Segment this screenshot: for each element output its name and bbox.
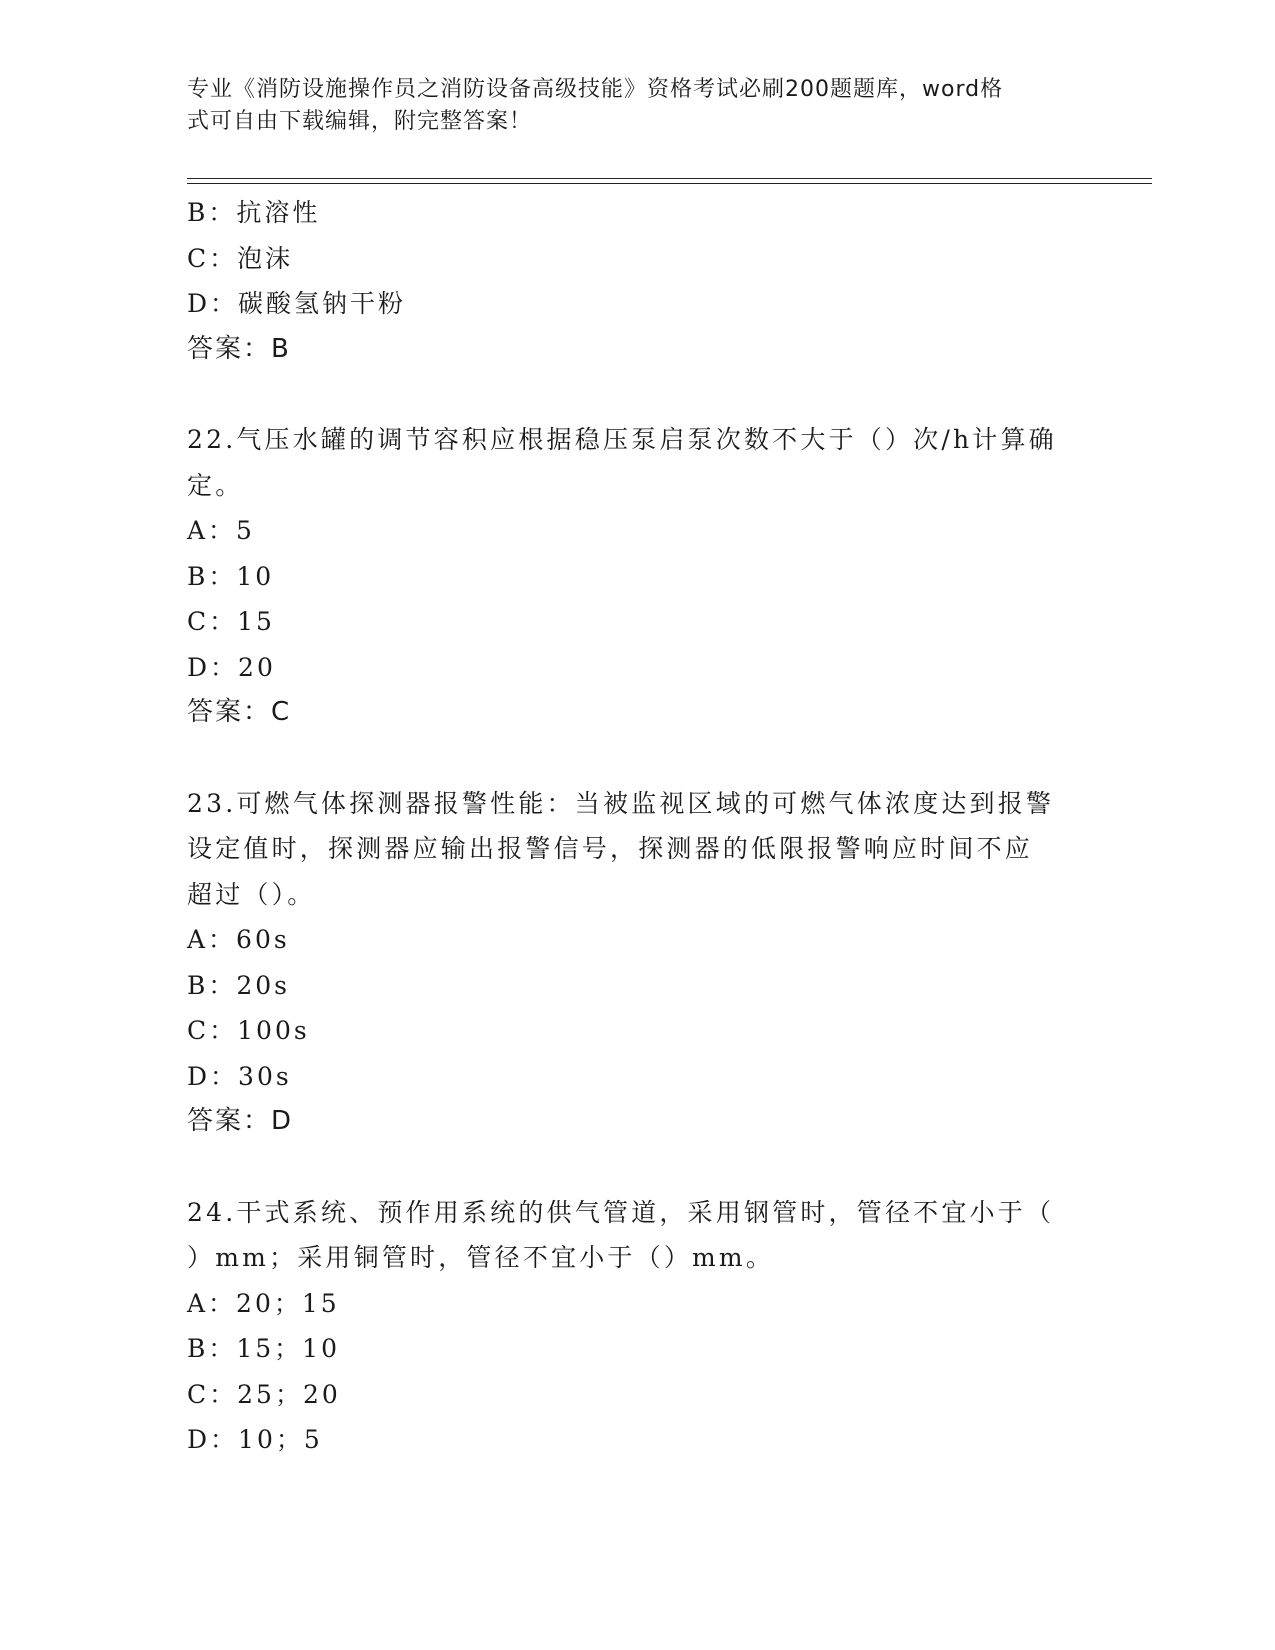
header-line-2: 式可自由下载编辑，附完整答案！ xyxy=(187,109,533,134)
question-text-line: 23.可燃气体探测器报警性能：当被监视区域的可燃气体浓度达到报警 xyxy=(187,788,1055,818)
option-b: B：抗溶性 xyxy=(187,198,321,227)
spacer xyxy=(187,372,1087,417)
spacer xyxy=(187,1145,1087,1190)
question-text-line: 定。 xyxy=(187,470,244,500)
question-text-line: 22.气压水罐的调节容积应根据稳压泵启泵次数不大于（）次/h计算确 xyxy=(187,425,1057,454)
question-21-continued xyxy=(187,190,1087,372)
question-23 xyxy=(187,781,1087,1145)
answer: 答案：D xyxy=(187,1106,294,1136)
option-a: A：60s xyxy=(187,925,290,954)
question-text-line: 设定值时，探测器应输出报警信号，探测器的低限报警响应时间不应 xyxy=(187,834,1034,863)
question-list xyxy=(187,190,1087,1463)
answer: 答案：C xyxy=(187,697,292,727)
question-22 xyxy=(187,417,1087,736)
question-24 xyxy=(187,1190,1087,1463)
spacer xyxy=(187,736,1087,781)
option-c: C：15 xyxy=(187,607,275,636)
header-divider-bottom xyxy=(187,183,1152,184)
question-text-line: 超过（）。 xyxy=(187,879,316,909)
option-d: D：10；5 xyxy=(187,1425,323,1454)
option-a: A：5 xyxy=(187,516,255,545)
option-b: B：10 xyxy=(187,561,275,591)
option-d: D：20 xyxy=(187,652,276,682)
header-divider-top xyxy=(187,178,1152,179)
option-c: C：泡沫 xyxy=(187,243,294,273)
question-text-line: ）mm；采用铜管时，管径不宜小于（）mm。 xyxy=(187,1243,775,1272)
option-d: D：碳酸氢钠干粉 xyxy=(187,289,407,318)
option-c: C：25；20 xyxy=(187,1379,341,1409)
option-b: B：20s xyxy=(187,970,291,1000)
option-b: B：15；10 xyxy=(187,1334,340,1363)
header-line-1: 专业《消防设施操作员之消防设备高级技能》资格考试必刷200题题库，word格 xyxy=(187,77,1004,102)
option-d: D：30s xyxy=(187,1061,292,1091)
answer: 答案：B xyxy=(187,333,291,364)
question-text-line: 24.干式系统、预作用系统的供气管道，采用钢管时，管径不宜小于（ xyxy=(187,1197,1055,1227)
document-header xyxy=(187,74,1067,138)
option-c: C：100s xyxy=(187,1016,310,1045)
option-a: A：20；15 xyxy=(187,1288,340,1318)
